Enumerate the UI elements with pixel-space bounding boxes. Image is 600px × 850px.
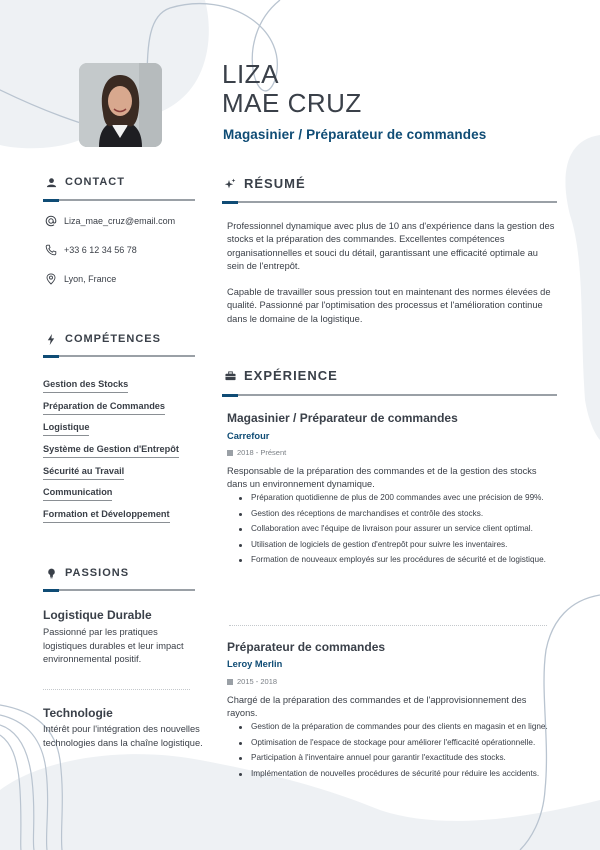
job-bullet: Utilisation de logiciels de gestion d'entrepôt pour suivre les inventaires. (237, 539, 549, 550)
job-headline: Magasinier / Préparateur de commandes (223, 127, 487, 142)
contact-location (45, 273, 116, 285)
summary-paragraph: Capable de travailler sous pression tout en maintenant des normes élevées de qualité. Passionné par l'optimisation des processus et l'amélioration continue dans le domaine de la logistique. (227, 287, 551, 324)
skill-item: Sécurité au Travail (43, 466, 124, 480)
job-dates (227, 677, 277, 686)
passions-heading (45, 567, 129, 579)
profile-photo (79, 63, 162, 147)
contact-phone-value: +33 6 12 34 56 78 (64, 245, 137, 255)
first-name: LIZA (222, 59, 279, 89)
passion-separator (43, 689, 190, 690)
job-company: Carrefour (227, 431, 270, 441)
sparkle-icon (224, 178, 236, 190)
skill-item: Formation et Développement (43, 509, 170, 523)
contact-email[interactable] (45, 215, 175, 227)
experience-title: EXPÉRIENCE (244, 368, 338, 383)
passion-description: Passionné par les pratiques logistiques durables et leur impact environnemental positif. (43, 627, 184, 664)
job-bullets (237, 492, 549, 570)
job-bullet: Collaboration avec l'équipe de livraison pour assurer un service client optimal. (237, 523, 549, 534)
lightbulb-icon (45, 567, 57, 579)
last-name: MAE CRUZ (222, 88, 362, 118)
skill-item: Gestion des Stocks (43, 379, 128, 393)
summary-paragraph: Professionnel dynamique avec plus de 10 ans d'expérience dans la gestion des stocks et la préparation des commandes. Excellentes compétences organisationnelles et souci du détail, garantissant une efficacité optimale au sein de l'entrepôt. (227, 221, 555, 271)
summary-divider (222, 201, 557, 203)
passion-title: Technologie (43, 706, 113, 720)
job-bullet: Gestion de la préparation de commandes pour des clients en magasin et en ligne. (237, 721, 549, 732)
job-bullet: Implémentation de nouvelles procédures de sécurité pour réduire les accidents. (237, 768, 549, 779)
job-dates-value: 2015 - 2018 (237, 677, 278, 686)
job-description: Chargé de la préparation des commandes et de l'approvisionnement des rayons. (227, 695, 527, 718)
skill-item: Logistique (43, 422, 89, 436)
job-description: Responsable de la préparation des commandes et de la gestion des stocks dans un environnement dynamique. (227, 466, 537, 489)
contact-email-value: Liza_mae_cruz@email.com (64, 216, 176, 226)
skill-item: Système de Gestion d'Entrepôt (43, 444, 179, 458)
passions-divider (43, 589, 195, 591)
passions-title: PASSIONS (65, 567, 130, 579)
job-title: Préparateur de commandes (227, 640, 386, 654)
job-bullets (237, 721, 549, 783)
skills-list (43, 374, 203, 526)
passion-description: Intérêt pour l'intégration des nouvelles technologies dans la chaîne logistique. (43, 724, 203, 748)
passion-title: Logistique Durable (43, 608, 152, 622)
job-company: Leroy Merlin (227, 659, 283, 669)
skill-item: Préparation de Commandes (43, 401, 165, 415)
location-pin-icon (45, 273, 57, 285)
contact-title: CONTACT (65, 176, 125, 188)
bolt-icon (45, 333, 57, 345)
summary-title: RÉSUMÉ (244, 176, 306, 191)
skills-divider (43, 355, 195, 357)
skills-heading (45, 333, 161, 345)
calendar-icon (227, 450, 233, 456)
job-bullet: Préparation quotidienne de plus de 200 commandes avec une précision de 99%. (237, 492, 549, 503)
job-bullet: Formation de nouveaux employés sur les procédures de sécurité et de logistique. (237, 554, 549, 565)
user-icon (45, 176, 57, 188)
experience-heading (224, 368, 338, 383)
job-separator (229, 625, 547, 626)
phone-icon (45, 244, 57, 256)
job-bullet: Optimisation de l'espace de stockage pour améliorer l'efficacité opérationnelle. (237, 737, 549, 748)
job-bullet: Gestion des réceptions de marchandises et contrôle des stocks. (237, 508, 549, 519)
contact-location-value: Lyon, France (64, 274, 117, 284)
job-bullet: Participation à l'inventaire annuel pour garantir l'exactitude des stocks. (237, 752, 549, 763)
skill-item: Communication (43, 487, 112, 501)
briefcase-icon (224, 370, 236, 382)
contact-phone[interactable] (45, 244, 137, 256)
summary-heading (224, 176, 306, 191)
job-dates (227, 448, 286, 457)
contact-heading (45, 176, 125, 188)
at-icon (45, 215, 57, 227)
contact-divider (43, 199, 195, 201)
full-name (222, 60, 362, 118)
skills-title: COMPÉTENCES (65, 333, 161, 345)
job-title: Magasinier / Préparateur de commandes (227, 411, 458, 425)
experience-divider (222, 394, 557, 396)
calendar-icon (227, 679, 233, 685)
job-dates-value: 2018 - Présent (237, 448, 287, 457)
